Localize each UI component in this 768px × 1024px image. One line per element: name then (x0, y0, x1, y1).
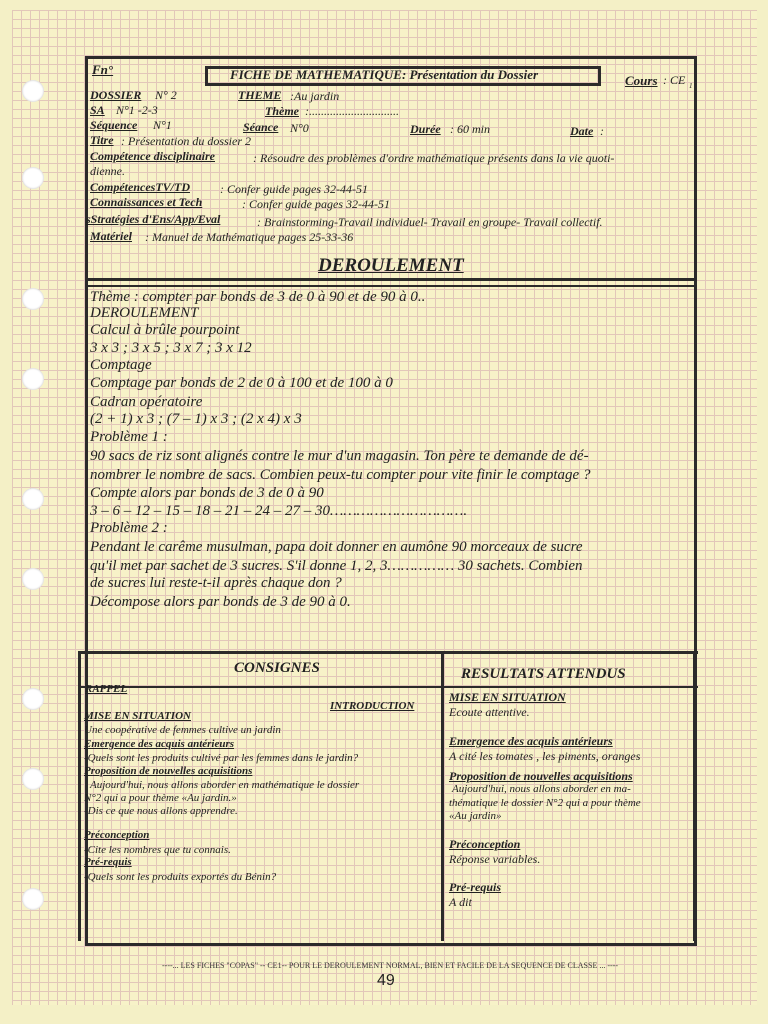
deroulement-line: DEROULEMENT (90, 305, 199, 321)
preconception-text: -Cite les nombres que tu connais. (84, 844, 231, 856)
result-prerequis-text: A dit (449, 895, 472, 909)
emergence-label: Emergence des acquis antérieurs (84, 738, 235, 750)
cours-sub: 1 (689, 82, 693, 90)
materiel-label: Matériel (90, 229, 132, 243)
result-proposition-text: Aujourd'hui, nous allons aborder en ma- (452, 783, 631, 795)
result-proposition-label: Proposition de nouvelles acquisitions (449, 769, 633, 783)
prerequis-label: Pré-requis (84, 856, 132, 868)
preconception-label: Préconception (84, 829, 150, 841)
divider (85, 285, 697, 287)
footer-text: ----... LES FICHES "COPAS" -- CE1-- POUR LE DEROULEMENT NORMAL, BIEN ET FACILE DE LA SEQUENCE DE CLASSE ... ---- (161, 961, 618, 970)
tvtd-label: CompétencesTV/TD (90, 180, 190, 194)
result-proposition-text: «Au jardin» (449, 810, 502, 822)
column-divider (78, 651, 81, 941)
result-emergence-text: A cité les tomates , les piments, oranges (449, 749, 641, 763)
deroulement-line: 90 sacs de riz sont alignés contre le mur d'un magasin. Ton père te demande de dé- (90, 448, 589, 464)
dossier-label: DOSSIER (90, 88, 142, 102)
result-mise-label: MISE EN SITUATION (449, 690, 566, 704)
resultats-heading: RESULTATS ATTENDUS (461, 666, 626, 682)
binder-hole (22, 368, 44, 390)
cours-value: : CE (663, 73, 686, 87)
sa-label: SA (90, 103, 105, 117)
deroulement-line: de sucres lui reste-t-il après chaque don ? (90, 575, 342, 591)
binder-hole (22, 488, 44, 510)
introduction-label: INTRODUCTION (330, 700, 415, 712)
deroulement-line: 3 – 6 – 12 – 15 – 18 – 21 – 24 – 27 – 30…………………………. (90, 503, 468, 519)
theme2-label: Thème (265, 104, 299, 118)
binder-hole (22, 80, 44, 102)
binder-hole (22, 288, 44, 310)
deroulement-line: (2 + 1) x 3 ; (7 – 1) x 3 ; (2 x 4) x 3 (90, 411, 302, 427)
binder-hole (22, 888, 44, 910)
deroulement-line: Thème : compter par bonds de 3 de 0 à 90 et de 90 à 0.. (90, 289, 426, 305)
seance-label: Séance (243, 120, 279, 134)
theme2-value: :.............................. (305, 104, 399, 118)
prerequis-text: -Quels sont les produits exportés du Bénin? (84, 871, 277, 883)
connaissances-label: Connaissances et Tech (90, 195, 203, 209)
sequence-label: Séquence (90, 118, 138, 132)
column-divider (441, 651, 444, 941)
divider (85, 278, 697, 281)
consignes-heading: CONSIGNES (234, 660, 320, 676)
sa-value: N°1 -2-3 (116, 103, 158, 117)
binder-hole (22, 768, 44, 790)
sheet-title: FICHE DE MATHEMATIQUE: Présentation du Dossier (230, 67, 539, 82)
divider (78, 686, 698, 688)
deroulement-heading: DEROULEMENT (318, 255, 464, 276)
proposition-text: N°2 qui a pour thème «Au jardin.» (84, 792, 237, 804)
result-preconception-label: Préconception (449, 837, 521, 851)
binder-hole (22, 167, 44, 189)
page-number: 49 (377, 972, 395, 989)
deroulement-line: Problème 1 : (90, 429, 168, 445)
duree-value: : 60 min (450, 122, 490, 136)
deroulement-line: nombrer le nombre de sacs. Combien peux-tu compter pour vite finir le comptage ? (90, 467, 591, 483)
sequence-value: N°1 (153, 118, 172, 132)
binder-hole (22, 688, 44, 710)
emergence-text: -Quels sont les produits cultivé par les femmes dans le jardin? (84, 752, 359, 764)
fn-label: Fn° (92, 62, 114, 77)
rappel-label: RAPPEL (85, 683, 128, 695)
proposition-text: Aujourd'hui, nous allons aborder en mathématique le dossier (90, 779, 360, 791)
date-value: : (600, 124, 604, 138)
deroulement-line: 3 x 3 ; 3 x 5 ; 3 x 7 ; 3 x 12 (90, 340, 252, 356)
deroulement-line: Comptage (90, 357, 152, 373)
strategies-label: sStratégies d'Ens/App/Eval (86, 212, 221, 226)
result-prerequis-label: Pré-requis (449, 880, 501, 894)
cours-label: Cours (625, 73, 658, 88)
connaissances-value: : Confer guide pages 32-44-51 (242, 197, 390, 211)
competence-value: : Résoudre des problèmes d'ordre mathématique présents dans la vie quoti- (253, 151, 615, 165)
mise-label: MISE EN SITUATION (84, 710, 191, 722)
deroulement-line: Compte alors par bonds de 3 de 0 à 90 (90, 485, 324, 501)
competence-value-cont: dienne. (90, 164, 125, 178)
deroulement-line: Comptage par bonds de 2 de 0 à 100 et de 100 à 0 (90, 375, 393, 391)
deroulement-line: Calcul à brûle pourpoint (90, 322, 240, 338)
binder-hole (22, 568, 44, 590)
column-divider (693, 651, 696, 941)
strategies-value: : Brainstorming-Travail individuel- Travail en groupe- Travail collectif. (257, 215, 603, 229)
deroulement-line: Cadran opératoire (90, 394, 203, 410)
result-emergence-label: Emergence des acquis antérieurs (449, 734, 613, 748)
theme-value: :Au jardin (290, 89, 340, 103)
deroulement-line: Décompose alors par bonds de 3 de 90 à 0. (90, 594, 351, 610)
deroulement-line: Problème 2 : (90, 520, 168, 536)
theme-label: THEME (238, 88, 282, 102)
result-mise-text: Ecoute attentive. (449, 705, 530, 719)
titre-label: Titre (90, 133, 114, 147)
materiel-value: : Manuel de Mathématique pages 25-33-36 (145, 230, 354, 244)
tvtd-value: : Confer guide pages 32-44-51 (220, 182, 368, 196)
deroulement-line: Pendant le carême musulman, papa doit donner en aumône 90 morceaux de sucre (90, 539, 583, 555)
dossier-value: N° 2 (155, 88, 177, 102)
proposition-text: -Dis ce que nous allons apprendre. (84, 805, 238, 817)
divider (78, 651, 698, 654)
deroulement-line: qu'il met par sachet de 3 sucres. S'il donne 1, 2, 3…………… 30 sachets. Combien (90, 558, 583, 574)
result-preconception-text: Réponse variables. (449, 852, 541, 866)
titre-value: : Présentation du dossier 2 (121, 134, 251, 148)
result-proposition-text: thématique le dossier N°2 qui a pour thème (449, 797, 641, 809)
seance-value: N°0 (290, 121, 309, 135)
duree-label: Durée (410, 122, 441, 136)
mise-text: Une coopérative de femmes cultive un jardin (84, 724, 281, 736)
date-label: Date (570, 124, 594, 138)
proposition-label: Proposition de nouvelles acquisitions (84, 765, 253, 777)
competence-label: Compétence disciplinaire (90, 149, 215, 163)
